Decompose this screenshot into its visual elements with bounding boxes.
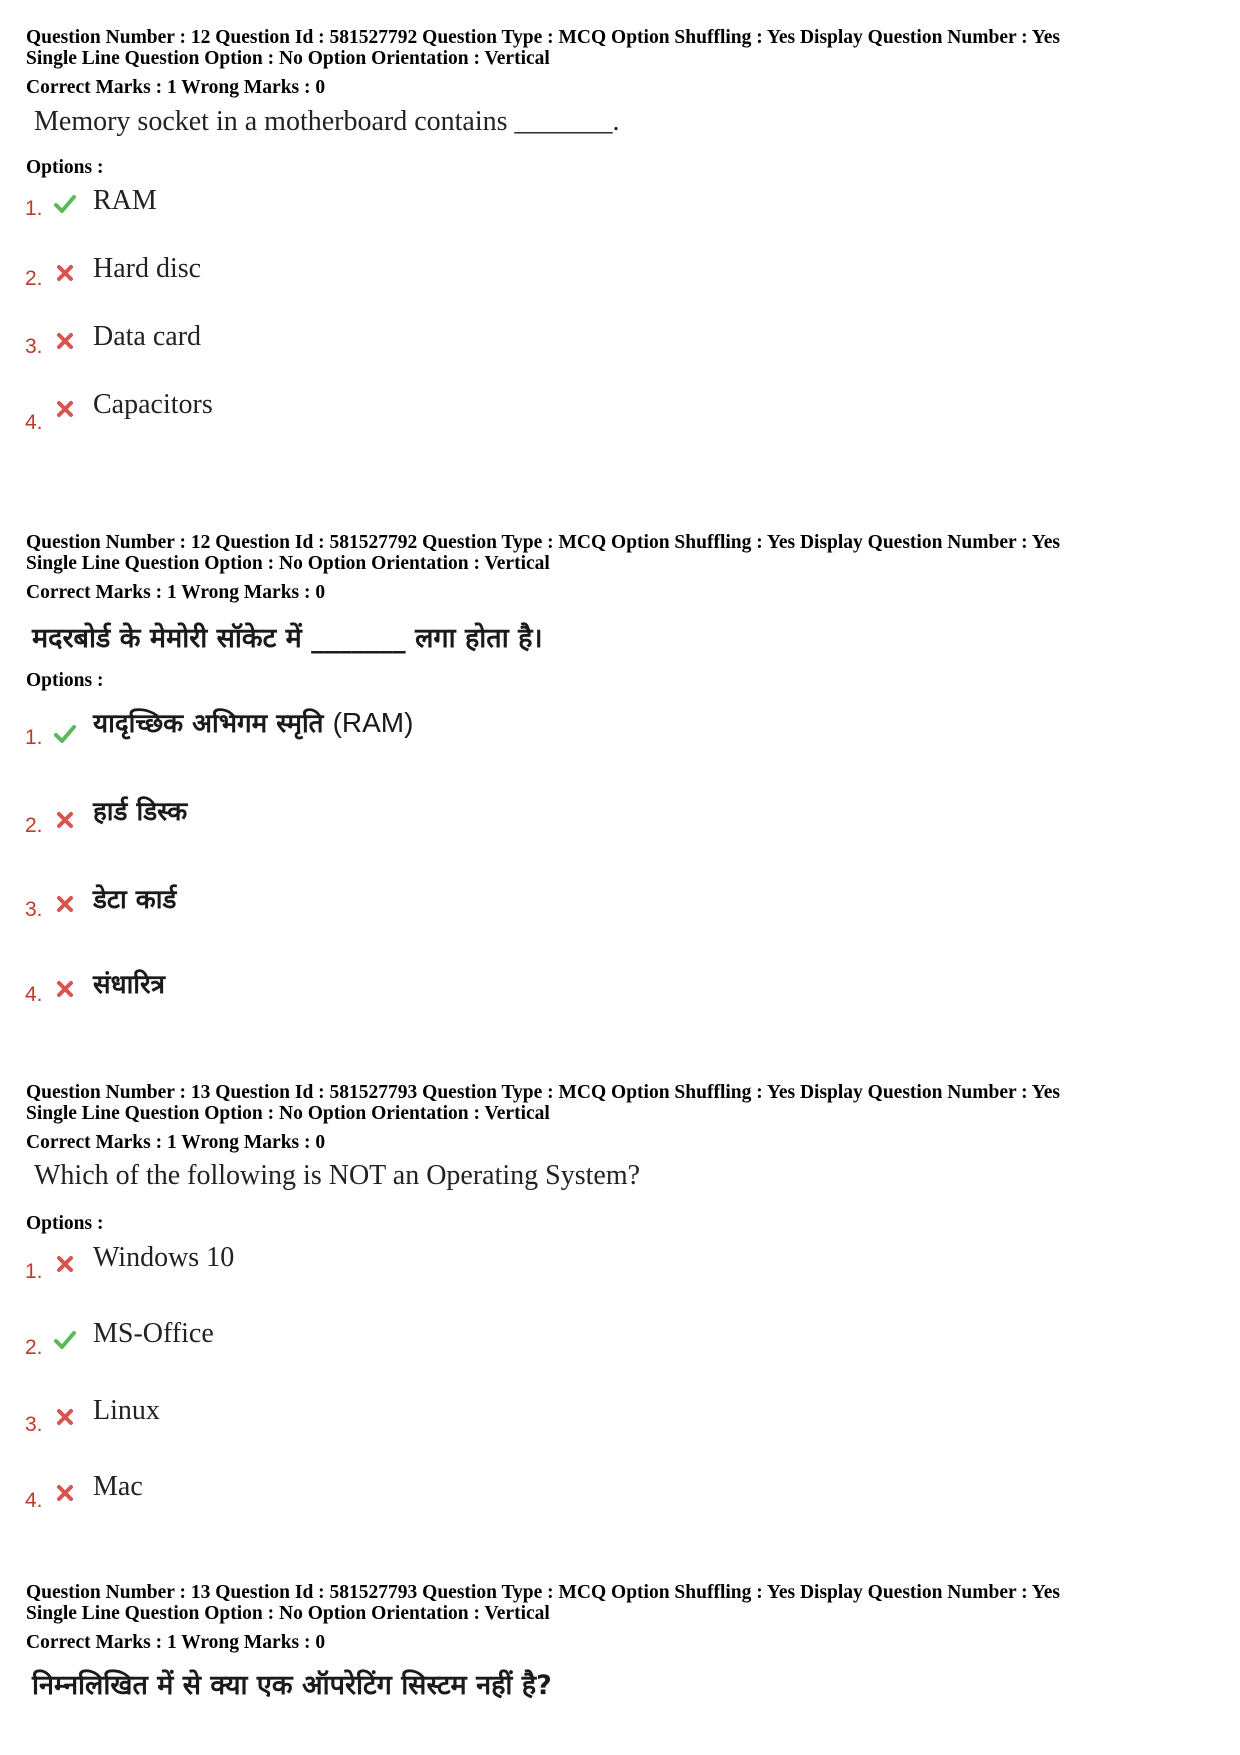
question-meta-line-1: Question Number : 12 Question Id : 581527792 Question Type : MCQ Option Shuffling : Yes Display Question Number : Yes [26,532,1060,553]
cross-icon [53,1252,77,1276]
option-1 [0,185,1240,225]
option-text: Mac [93,1471,143,1502]
option-number: 3. [25,898,43,921]
option-text: MS-Office [93,1318,214,1349]
option-number: 2. [25,814,43,837]
option-text: संधारित्र [93,970,166,1000]
option-3 [0,321,1240,361]
cross-icon [53,329,77,353]
check-icon [53,1328,77,1352]
question-marks: Correct Marks : 1 Wrong Marks : 0 [26,582,326,603]
question-marks: Correct Marks : 1 Wrong Marks : 0 [26,1132,326,1153]
option-4 [0,965,1240,1005]
option-number: 1. [25,1260,43,1283]
option-number: 4. [25,1489,43,1512]
option-number: 2. [25,267,43,290]
option-2 [0,1318,1240,1358]
question-meta-line-2: Single Line Question Option : No Option Orientation : Vertical [26,1603,550,1624]
option-text: Windows 10 [93,1242,235,1273]
option-number: 2. [25,1336,43,1359]
option-number: 1. [25,726,43,749]
cross-icon [53,1405,77,1429]
option-text: RAM [93,185,157,216]
question-meta-line-1: Question Number : 12 Question Id : 581527792 Question Type : MCQ Option Shuffling : Yes Display Question Number : Yes [26,27,1060,48]
option-number: 4. [25,411,43,434]
question-meta-line-2: Single Line Question Option : No Option Orientation : Vertical [26,553,550,574]
option-text: Hard disc [93,253,202,284]
option-2 [0,253,1240,293]
option-number: 3. [25,1413,43,1436]
option-text: Data card [93,321,202,352]
question-marks: Correct Marks : 1 Wrong Marks : 0 [26,1632,326,1653]
question-meta-line-2: Single Line Question Option : No Option Orientation : Vertical [26,48,550,69]
options-label: Options : [26,157,104,178]
option-3 [0,1395,1240,1435]
option-number: 3. [25,335,43,358]
question-text: Memory socket in a motherboard contains _______. [34,106,620,137]
cross-icon [53,808,77,832]
option-text-abbrev: (RAM) [332,707,414,738]
option-text: Linux [93,1395,160,1426]
question-meta-line-1: Question Number : 13 Question Id : 581527793 Question Type : MCQ Option Shuffling : Yes Display Question Number : Yes [26,1582,1060,1603]
cross-icon [53,397,77,421]
option-number: 4. [25,983,43,1006]
check-icon [53,192,77,216]
option-2 [0,792,1240,837]
option-4 [0,389,1240,434]
option-1 [0,704,1240,749]
question-text: Which of the following is NOT an Operating System? [34,1160,641,1191]
option-3 [0,880,1240,920]
options-label: Options : [26,670,104,691]
options-label: Options : [26,1213,104,1234]
option-text: Capacitors [93,389,213,420]
option-text: डेटा कार्ड [93,885,177,915]
option-text-hindi: यादृच्छिक अभिगम स्मृति [93,709,324,739]
option-text [93,704,413,740]
option-text: हार्ड डिस्क [93,797,188,827]
option-1 [0,1242,1240,1282]
cross-icon [53,261,77,285]
option-number: 1. [25,197,43,220]
question-text: मदरबोर्ड के मेमोरी सॉकेट में _______ लगा होता है। [32,623,543,654]
cross-icon [53,977,77,1001]
question-meta-line-1: Question Number : 13 Question Id : 581527793 Question Type : MCQ Option Shuffling : Yes Display Question Number : Yes [26,1082,1060,1103]
cross-icon [53,1481,77,1505]
cross-icon [53,892,77,916]
question-meta-line-2: Single Line Question Option : No Option Orientation : Vertical [26,1103,550,1124]
question-marks: Correct Marks : 1 Wrong Marks : 0 [26,77,326,98]
option-4 [0,1471,1240,1511]
question-text: निम्नलिखित में से क्या एक ऑपरेटिंग सिस्टम नहीं है? [32,1670,552,1701]
check-icon [53,722,77,746]
